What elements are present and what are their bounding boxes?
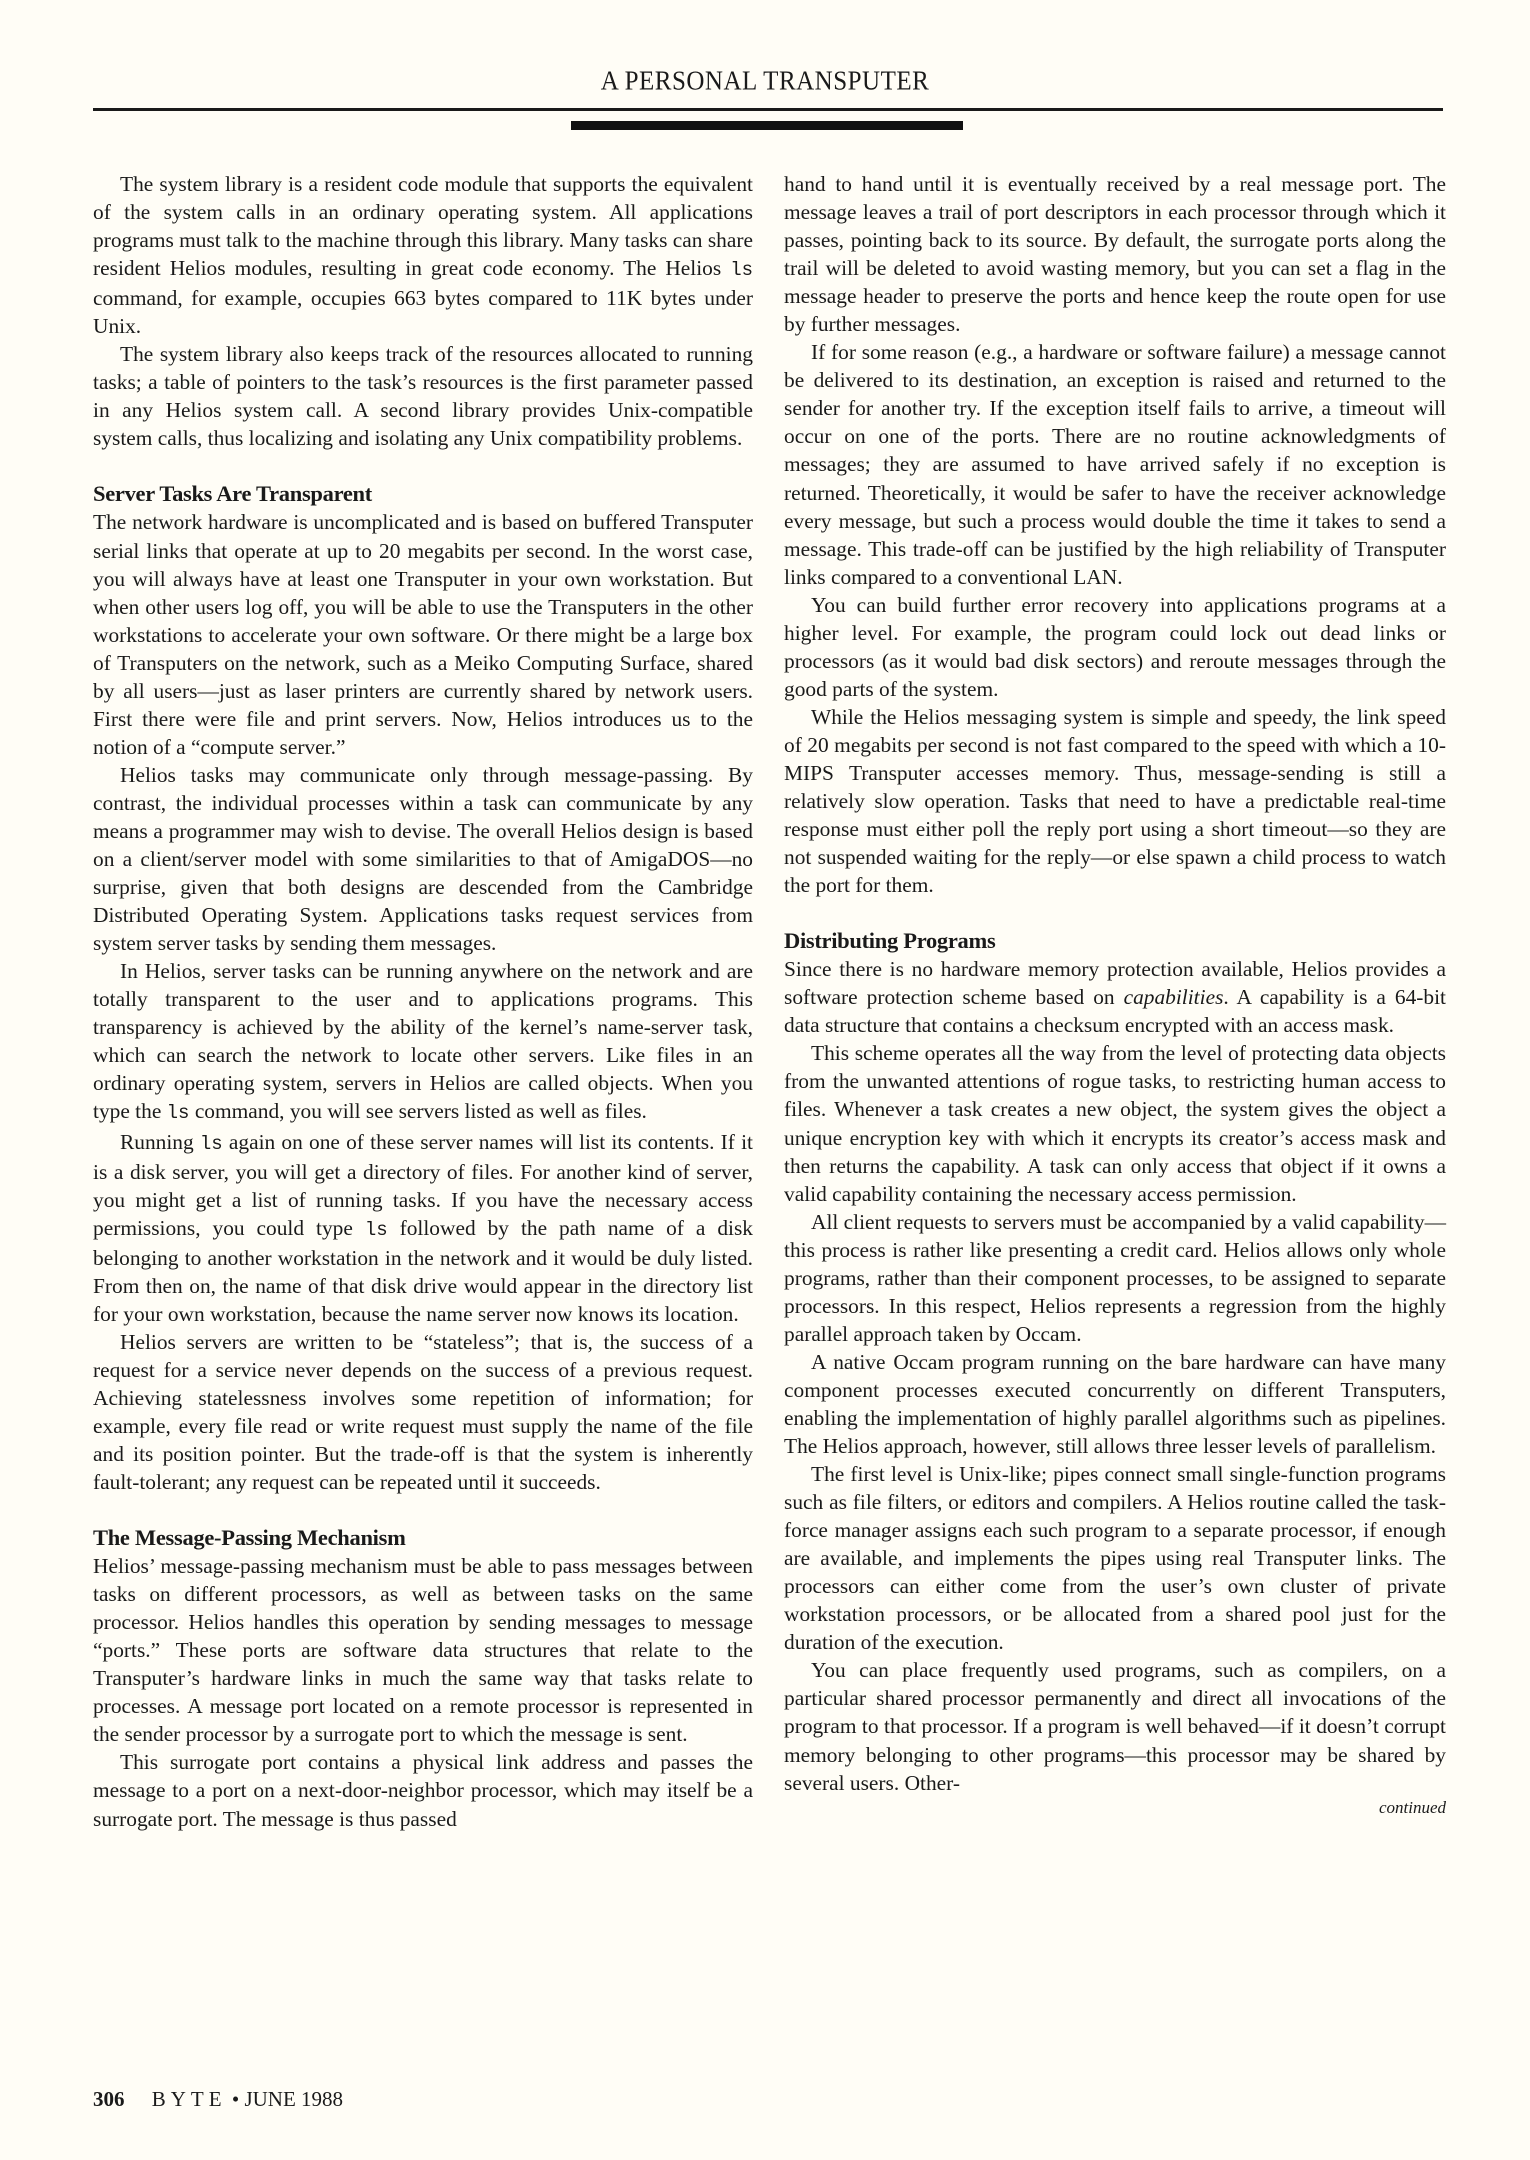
paragraph: In Helios, server tasks can be running anywhere on the network and are totally transparent to the user and to applications programs. This transparency is achieved by the ability of the kernel’s name-server task, which can search the network to locate other servers. Like files in an ordinary operating system, servers in Helios are called objects. When you type the ls command, you will see servers listed as well as files. (93, 959, 753, 1125)
bullet-separator: • (231, 2087, 240, 2111)
header-accent-bar (571, 121, 963, 130)
right-column (784, 170, 1446, 1819)
issue-date: JUNE 1988 (244, 2087, 344, 2111)
paragraph: Helios tasks may communicate only through message-passing. By contrast, the individual processes within a task can communicate by any means a programmer may wish to devise. The overall Helios design is based on a client/server model with some similarities to that of AmigaDOS—no surprise, given that both designs are descended from the Cambridge Distributed Operating System. Applications tasks request services from system server tasks by sending them messages. (93, 762, 753, 956)
paragraph: Helios servers are written to be “stateless”; that is, the success of a request for a service never depends on the success of a previous request. Achieving statelessness involves some repetition of information; for example, every file read or write request must supply the name of the file and its position pointer. But the trade-off is that the system is inherently fault-tolerant; any request can be repeated until it succeeds. (93, 1329, 753, 1495)
paragraph: If for some reason (e.g., a hardware or software failure) a message cannot be delivered to its destination, an exception is raised and returned to the sender for another try. If the exception itself fails to arrive, a timeout will occur on one of the ports. There are no routine acknowledgments of messages; they are assumed to have arrived safely if no exception is returned. Theoretically, it would be safer to have the receiver acknowledge every message, but such a process would double the time it takes to send a message. This trade-off can be justified by the high reliability of Transputer links compared to a conventional LAN. (784, 340, 1446, 589)
inline-code: ls (199, 1132, 223, 1155)
page-number: 306 (93, 2087, 125, 2111)
continued-label: continued (1378, 1797, 1446, 1817)
magazine-name: BYTE (151, 2087, 227, 2111)
section-heading: Distributing Programs (784, 928, 996, 954)
paragraph: Since there is no hardware memory protection available, Helios provides a software protection scheme based on capabilities. A capability is a 64-bit data structure that contains a checksum encrypted with an access mask. (784, 957, 1446, 1038)
paragraph: A native Occam program running on the bare hardware can have many component processes executed concurrently on different Transputers, enabling the implementation of highly parallel algorithms such as pipelines. The Helios approach, however, still allows three lesser levels of parallelism. (784, 1349, 1446, 1459)
paragraph: This scheme operates all the way from the level of protecting data objects from the unwanted attentions of rogue tasks, to restricting human access to files. Whenever a task creates a new object, the system gives the object a unique encryption key with which it encrypts its creator’s access mask and then returns the capability. A task can only access that object if it owns a valid capability containing the necessary access permission. (784, 1041, 1446, 1206)
emphasis: capabilities (1123, 985, 1224, 1010)
section-heading: The Message-Passing Mechanism (93, 1525, 406, 1551)
header-rule (93, 108, 1443, 111)
inline-code: ls (166, 1102, 190, 1125)
paragraph: The system library also keeps track of the resources allocated to running tasks; a table of pointers to the task’s resources is the first parameter passed in any Helios system call. A second library provides Unix-compatible system calls, thus localizing and isolating any Unix compatibility problems. (93, 342, 753, 451)
paragraph: While the Helios messaging system is simple and speedy, the link speed of 20 megabits per second is not fast compared to the speed with which a 10-MIPS Transputer accesses memory. Thus, message-sending is still a relatively slow operation. Tasks that need to have a predictable real-time response must either poll the reply port using a short timeout—so they are not suspended waiting for the reply—or else spawn a child process to watch the port for them. (784, 704, 1446, 898)
left-column (93, 170, 753, 1833)
paragraph: The system library is a resident code module that supports the equivalent of the system calls in an ordinary operating system. All applications programs must talk to the machine through this library. Many tasks can share resident Helios modules, resulting in great code economy. The Helios ls command, for example, occupies 663 bytes compared to 11K bytes under Unix. (93, 172, 753, 339)
paragraph: hand to hand until it is eventually received by a real message port. The message leaves a trail of port descriptors in each processor through which it passes, pointing back to its source. By default, the surrogate ports along the trail will be deleted to avoid wasting memory, but you can set a flag in the message header to preserve the ports and hence keep the route open for use by further messages. (784, 172, 1446, 337)
paragraph: Running ls again on one of these server names will list its contents. If it is a disk server, you will get a directory of files. For another kind of server, you might get a list of running tasks. If you have the necessary access permissions, you could type ls followed by the path name of a disk belonging to another workstation in the network and it would be duly listed. From then on, the name of that disk drive would appear in the directory list for your own workstation, because the name server now knows its location. (93, 1129, 753, 1326)
paragraph: This surrogate port contains a physical link address and passes the message to a port on a next-door-neighbor processor, which may itself be a surrogate port. The message is thus passed (93, 1750, 753, 1831)
running-title: A PERSONAL TRANSPUTER (600, 66, 930, 97)
paragraph: Helios’ message-passing mechanism must be able to pass messages between tasks on different processors, as well as between tasks on the same processor. Helios handles this operation by sending messages to message “ports.” These ports are software data structures that relate to the Transputer’s hardware links in much the same way that tasks relate to processes. A message port located on a remote processor is represented in the sender processor by a surrogate port to which the message is sent. (93, 1554, 753, 1747)
section-heading: Server Tasks Are Transparent (93, 481, 372, 507)
paragraph: The first level is Unix-like; pipes connect small single-function programs such as file filters, or editors and compilers. A Helios routine called the task-force manager assigns each such program to a separate processor, if enough are available, and implements the pipes using real Transputer links. The processors can either come from the user’s own cluster of private workstation processors, or be allocated from a shared pool just for the duration of the execution. (784, 1462, 1446, 1655)
page-footer (93, 2087, 343, 2112)
inline-code: ls (730, 259, 753, 282)
paragraph: You can build further error recovery into applications programs at a higher level. For example, the program could lock out dead links or processors (as it would bad disk sectors) and reroute messages through the good parts of the system. (784, 592, 1446, 701)
paragraph: You can place frequently used programs, such as compilers, on a particular shared processor permanently and direct all invocations of the program to that processor. If a program is well behaved—if it doesn’t corrupt memory belonging to other programs—this processor may be shared by several users. Other- (784, 1658, 1446, 1795)
inline-code: ls (364, 1218, 388, 1241)
paragraph: All client requests to servers must be accompanied by a valid capability—this process is rather like presenting a credit card. Helios allows only whole programs, rather than their component processes, to be assigned to separate processors. In this respect, Helios represents a regression from the highly parallel approach taken by Occam. (784, 1209, 1446, 1346)
paragraph: The network hardware is uncomplicated and is based on buffered Transputer serial links that operate at up to 20 megabits per second. In the worst case, you will always have at least one Transputer in your own workstation. But when other users log off, you will be able to use the Transputers in the other workstations to accelerate your own software. Or there might be a large box of Transputers on the network, such as a Meiko Computing Surface, shared by all users—just as laser printers are currently shared by network users. First there were file and print servers. Now, Helios introduces us to the notion of a “compute server.” (93, 510, 753, 759)
